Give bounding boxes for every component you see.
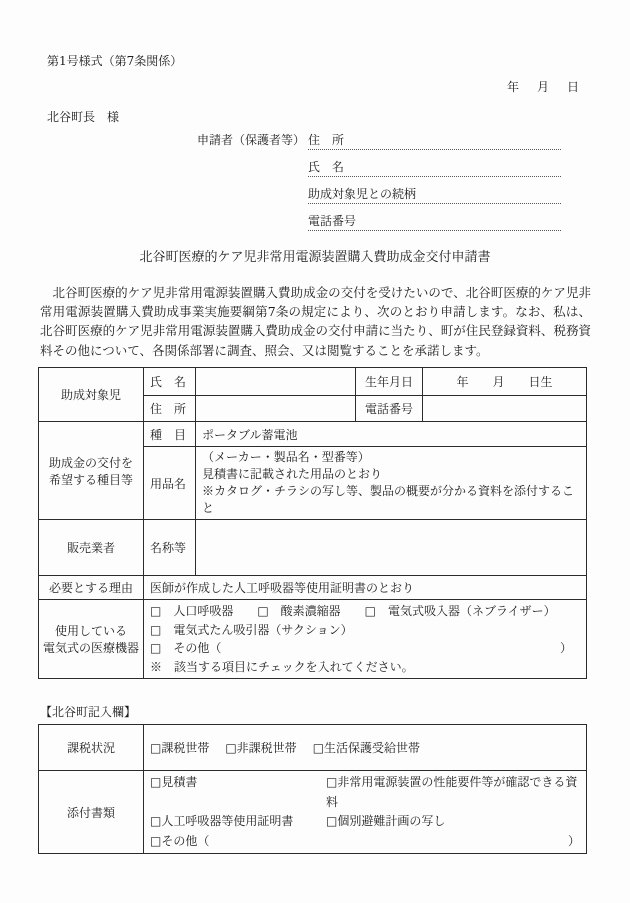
applicant-label: 申請者（保護者等） <box>197 133 306 147</box>
addressee: 北谷町長 様 <box>47 110 120 124</box>
applicant-field-phone <box>308 204 561 231</box>
devices-value-cell <box>144 600 587 679</box>
recipient-name-value-cell <box>196 368 356 396</box>
applicant-field-relation <box>308 177 561 204</box>
attachments-value-cell <box>144 771 587 854</box>
devices-checkbox-line-1: □ 人口呼吸器 □ 酸素濃縮器 □ 電気式吸入器（ネブライザー） <box>150 604 556 618</box>
subsidy-product-line3: ※カタログ・チラシの写し等、製品の概要が分かる資料を添付すること <box>202 484 575 515</box>
vendor-name-label-cell: 名称等 <box>144 520 196 576</box>
date-line: 年 月 日 <box>506 80 582 94</box>
attachment-other-label: □その他（ <box>150 833 210 848</box>
recipient-name-label-cell: 氏 名 <box>144 368 196 396</box>
document-title: 北谷町医療的ケア児非常用電源装置購入費助成金交付申請書 <box>139 250 491 265</box>
table-row <box>39 600 587 679</box>
attachments-label-cell: 添付書類 <box>39 771 144 854</box>
subsidy-category-label-cell: 種 目 <box>144 422 196 447</box>
applicant-field-address-label: 住 所 <box>308 133 345 147</box>
tax-option-untaxed: □非課税世帯 <box>225 741 297 755</box>
attachments-line-1 <box>150 773 580 812</box>
subsidy-label-line2: 希望する種目等 <box>48 472 133 487</box>
subsidy-label-cell <box>39 422 144 520</box>
table-row <box>39 422 587 447</box>
devices-label-line2: 電気式の医療機器 <box>42 641 139 655</box>
office-table <box>38 724 587 854</box>
recipient-address-value-cell <box>196 396 356 422</box>
table-row <box>39 725 587 771</box>
attachment-evacuation-plan: □個別避難計画の写し <box>326 814 446 828</box>
devices-other-label: □ その他（ <box>150 641 222 655</box>
table-row <box>39 771 587 854</box>
attachment-ventilator-cert: □人工呼吸器等使用証明書 <box>150 814 294 828</box>
tax-option-welfare: □生活保護受給世帯 <box>312 741 421 755</box>
subsidy-product-line1: （メーカー・製品名・型番等） <box>202 450 370 464</box>
recipient-phone-label-cell: 電話番号 <box>356 396 423 422</box>
recipient-label-cell: 助成対象児 <box>39 368 144 422</box>
reason-label-cell: 必要とする理由 <box>39 576 144 600</box>
vendor-name-value-cell <box>196 520 587 576</box>
devices-other-close-paren: ） <box>559 641 572 655</box>
table-row <box>39 520 587 576</box>
applicant-field-address <box>308 123 561 150</box>
subsidy-product-label-cell: 用品名 <box>144 447 196 520</box>
attachments-line-2 <box>150 812 580 832</box>
recipient-address-label-cell: 住 所 <box>144 396 196 422</box>
reason-value-cell: 医師が作成した人工呼吸器等使用証明書のとおり <box>144 576 587 600</box>
applicant-field-phone-label: 電話番号 <box>308 214 357 228</box>
attachments-line-3 <box>150 832 580 852</box>
tax-options <box>150 739 580 756</box>
attachment-other-close-paren: ） <box>567 833 580 848</box>
tax-option-taxed: □課税世帯 <box>150 741 210 755</box>
devices-note-line: ※ 該当する項目にチェックを入れてください。 <box>150 659 414 674</box>
devices-label-line1: 使用している <box>54 624 127 638</box>
table-row <box>39 368 587 396</box>
subsidy-product-line2: 見積書に記載された用品のとおり <box>202 467 383 481</box>
form-number: 第1号様式（第7条関係） <box>47 54 183 68</box>
applicant-field-name <box>308 150 561 177</box>
attachment-performance-doc: □非常用電源装置の性能要件等が確認できる資料 <box>326 775 578 809</box>
applicant-fields <box>308 123 561 231</box>
recipient-phone-value-cell <box>423 396 587 422</box>
office-section-label: 【北谷町記入欄】 <box>40 705 137 719</box>
devices-checkbox-line-2: □ 電気式たん吸引器（サクション） <box>150 622 353 637</box>
attachment-quote: □見積書 <box>150 775 198 789</box>
vendor-label-cell: 販売業者 <box>39 520 144 576</box>
tax-status-label-cell: 課税状況 <box>39 725 144 771</box>
subsidy-category-value-cell: ポータブル蓄電池 <box>196 422 587 447</box>
subsidy-product-value-cell <box>196 447 587 520</box>
subsidy-label-line1: 助成金の交付を <box>48 455 133 470</box>
main-table <box>38 367 587 679</box>
tax-status-value-cell <box>144 725 587 771</box>
table-row <box>39 576 587 600</box>
applicant-field-name-label: 氏 名 <box>308 160 345 174</box>
applicant-field-relation-label: 助成対象児との続柄 <box>308 187 417 201</box>
devices-label-cell <box>39 600 144 679</box>
recipient-birth-label-cell: 生年月日 <box>356 368 423 396</box>
recipient-birth-value-cell: 年 月 日生 <box>423 368 587 396</box>
body-paragraph: 北谷町医療的ケア児非常用電源装置購入費助成金の交付を受けたいので、北谷町医療的ケア児非常用電源装置購入費助成事業実施要綱第7条の規定により、次のとおり申請します。なお、私は、北谷町医療的ケア児非常用電源装置購入費助成金の交付申請に当たり、町が住民登録資料、税務資料その他について、各関係部署に調査、照会、又は閲覧することを承諾します。 <box>40 285 591 358</box>
devices-checkbox-line-3 <box>150 639 580 658</box>
